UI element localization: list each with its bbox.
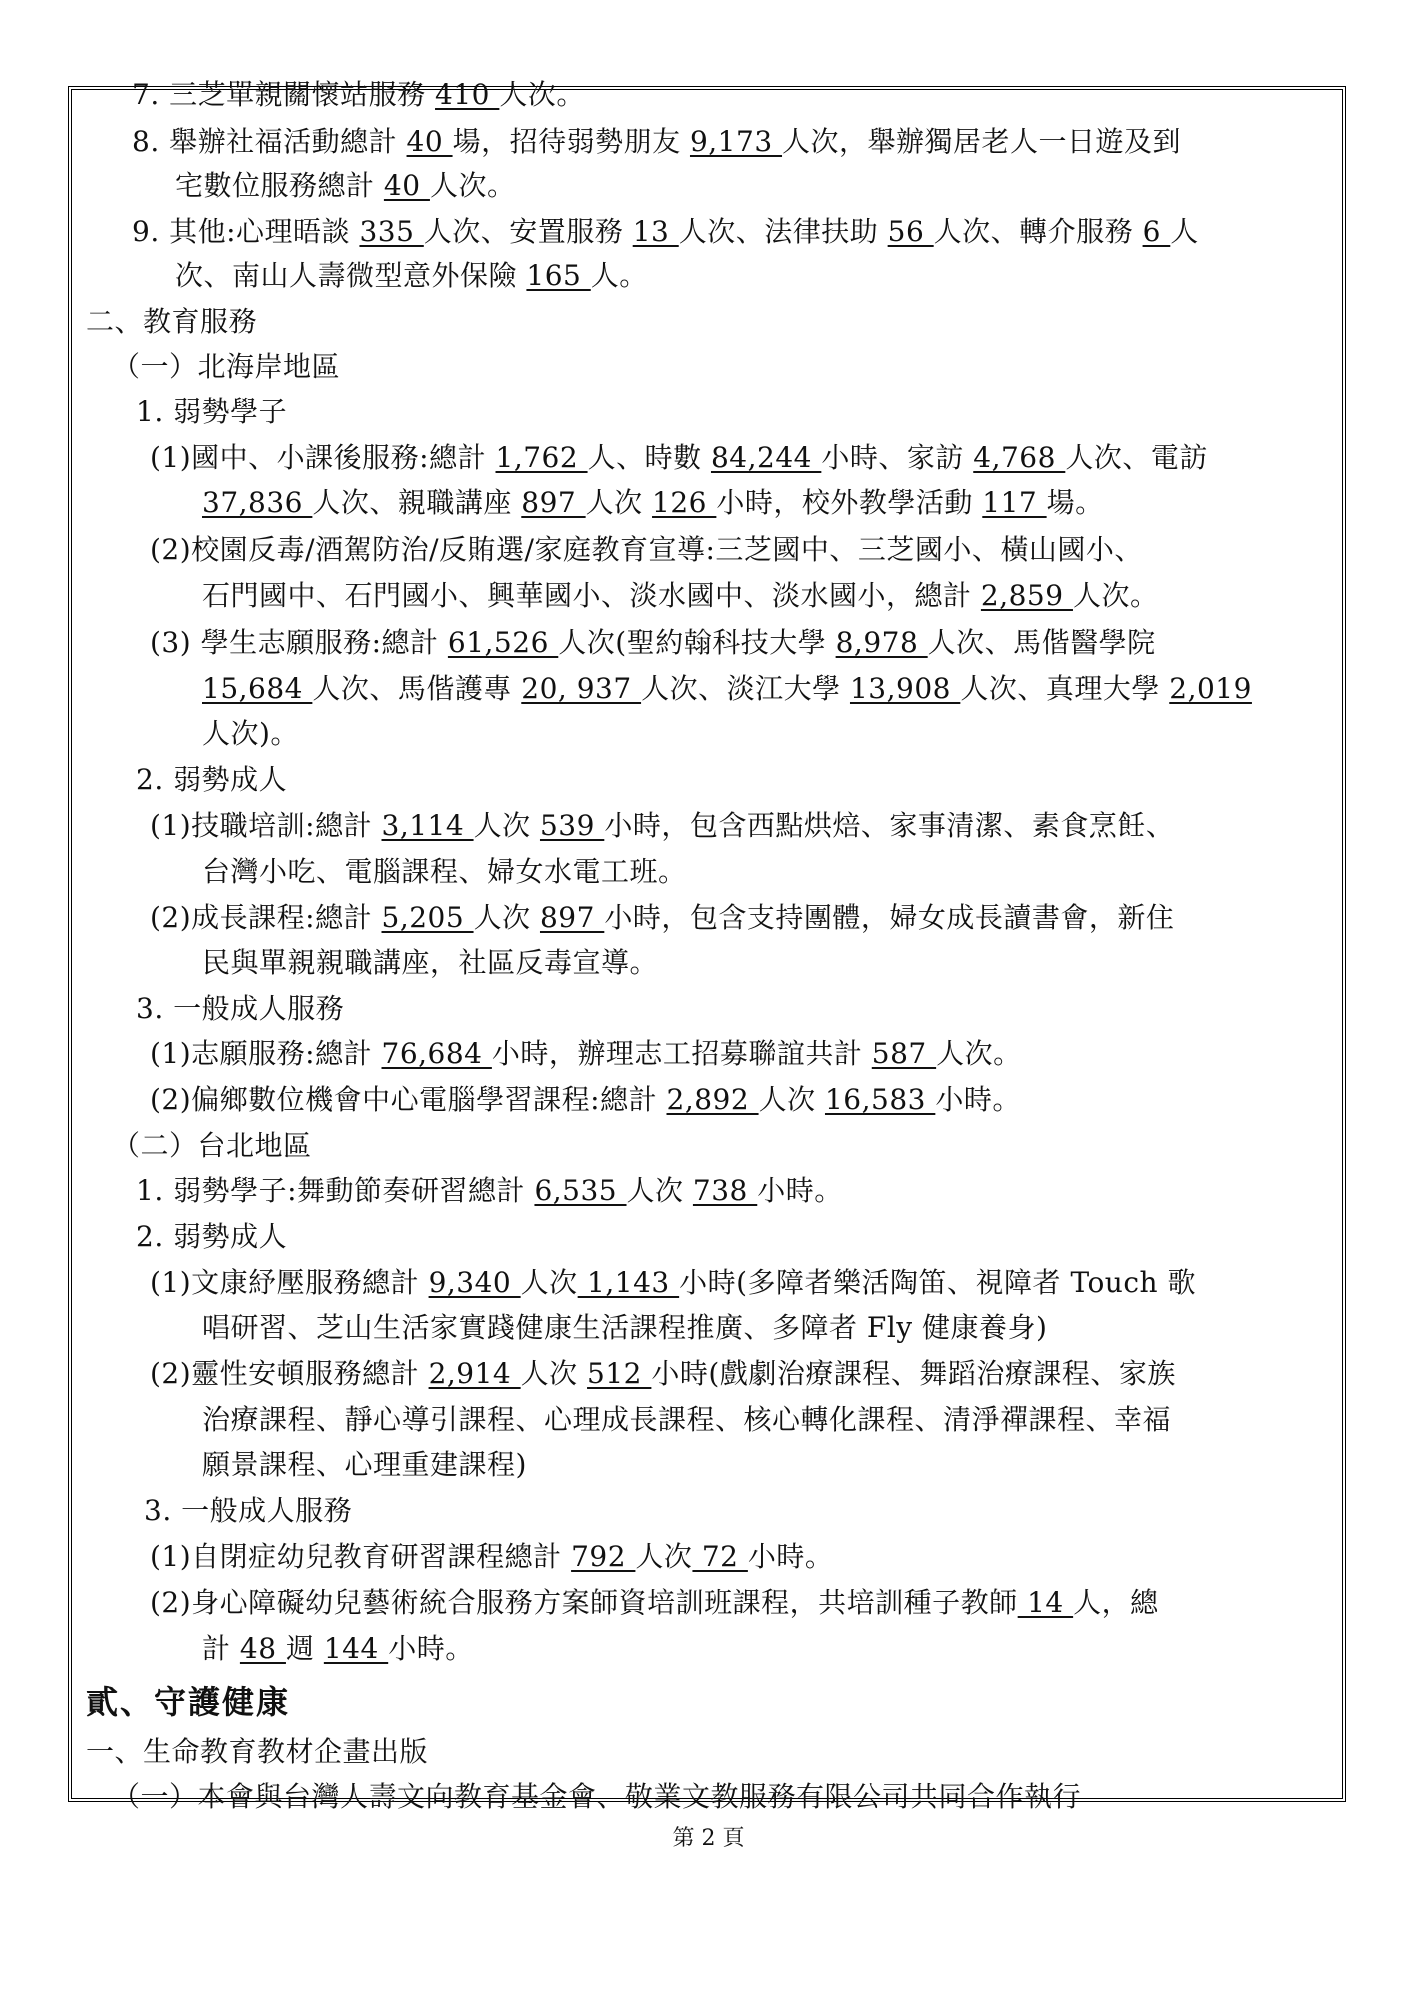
text-line [150,440,1208,476]
text-segment: (1)自閉症幼兒教育研習課程總計 [150,1540,572,1573]
text-line [136,1219,287,1255]
text-segment: 3. 一般成人服務 [136,992,345,1025]
text-segment: 小時(多障者樂活陶笛、視障者 Touch 歌 [679,1266,1196,1299]
underlined-figure: 56 [887,215,934,248]
text-segment: (2)身心障礙幼兒藝術統合服務方案師資培訓班課程，共培訓種子教師 [150,1586,1018,1619]
underlined-figure: 16,583 [824,1083,936,1116]
text-line [202,1631,474,1667]
underlined-figure: 61,526 [447,626,559,659]
text-segment: 宅數位服務總計 [175,169,384,202]
text-segment: 7. 三芝單親關懷站服務 [132,78,436,111]
text-line [150,625,1156,661]
underlined-figure: 4,768 [973,441,1066,474]
text-segment: 貳、守護健康 [86,1683,291,1721]
underlined-figure: 2,859 [980,579,1073,612]
text-segment: 小時。 [388,1632,474,1665]
text-line [150,1082,1021,1118]
underlined-figure: 126 [652,486,717,519]
text-segment: 人次。 [1072,579,1159,612]
text-segment: 石門國中、石門國小、興華國小、淡水國中、淡水國小，總計 [202,579,981,612]
text-segment: 人，總 [1073,1586,1159,1619]
text-line [86,304,257,340]
text-segment: 1. 弱勢學子:舞動節奏研習總計 [136,1174,535,1207]
text-segment: 人次 [520,1357,588,1390]
text-segment: 治療課程、靜心導引課程、心理成長課程、核心轉化課程、清淨禪課程、幸福 [202,1403,1172,1436]
underlined-figure: 15,684 [202,672,313,705]
text-line [86,1734,428,1770]
text-line [112,1128,312,1164]
text-segment: (1)國中、小課後服務:總計 [150,441,496,474]
text-line [144,1493,352,1529]
text-segment: 小時(戲劇治療課程、舞蹈治療課程、家族 [651,1357,1176,1390]
text-segment: 人次，舉辦獨居老人一日遊及到 [782,125,1182,158]
page-number: 第 2 頁 [672,1826,745,1851]
underlined-figure: 897 [521,486,586,519]
text-segment: 8. 舉辦社福活動總計 [132,125,407,158]
text-segment: 台灣小吃、電腦課程、婦女水電工班。 [202,855,687,888]
text-segment: 人次、法律扶助 [678,215,888,248]
underlined-figure: 13 [632,215,679,248]
underlined-figure: 9,340 [428,1266,521,1299]
underlined-figure: 144 [323,1632,389,1665]
text-line [136,1173,843,1209]
text-segment: 願景課程、心理重建課程) [202,1448,527,1481]
text-segment: 場，招待弱勢朋友 [452,125,690,158]
text-line [150,1265,1196,1301]
text-line [132,124,1181,160]
text-segment: 人次 [473,809,540,842]
underlined-figure: 539 [539,809,605,842]
underlined-figure: 76,684 [381,1037,492,1070]
text-segment: 人次、轉介服務 [933,215,1143,248]
text-segment: 人次(聖約翰科技大學 [558,626,836,659]
underlined-figure: 335 [359,215,424,248]
underlined-figure: 117 [982,486,1047,519]
text-segment: 人次、淡江大學 [641,672,850,705]
text-line [150,532,1143,568]
text-line [202,716,299,752]
text-line [150,1356,1176,1392]
text-segment: 人次。 [499,78,585,111]
text-segment: 人次、電訪 [1065,441,1208,474]
underlined-figure: 587 [871,1037,937,1070]
text-line [132,214,1199,250]
text-segment: 小時，包含支持團體，婦女成長讀書會，新住 [604,901,1175,934]
underlined-figure: 1,143 [577,1266,680,1299]
text-line [202,485,1104,521]
text-line [202,945,658,981]
text-line [112,349,340,385]
text-line [150,1036,1022,1072]
text-line [202,1402,1171,1438]
text-segment: 人次、真理大學 [960,672,1170,705]
underlined-figure: 13,908 [849,672,961,705]
text-segment: (1)文康紓壓服務總計 [150,1266,429,1299]
text-segment: 人次、馬偕醫學院 [927,626,1156,659]
text-line [136,762,287,798]
text-segment: (1)技職培訓:總計 [150,809,382,842]
text-segment: 人次)。 [202,717,299,750]
text-segment: 民與單親親職講座，社區反毒宣導。 [202,946,659,979]
text-segment: (2)校園反毒/酒駕防治/反賄選/家庭教育宣導:三芝國中、三芝國小、橫山國小、 [150,533,1143,566]
underlined-figure: 37,836 [202,486,313,519]
underlined-figure: 5,205 [381,901,474,934]
underlined-figure: 6,535 [534,1174,627,1207]
text-segment: 次、南山人壽微型意外保險 [175,259,527,292]
text-segment: 小時，校外教學活動 [716,486,983,519]
text-segment: 小時。 [935,1083,1021,1116]
text-line [136,991,344,1027]
text-segment: (1)志願服務:總計 [150,1037,382,1070]
text-segment: （二）台北地區 [112,1129,312,1162]
underlined-figure: 14 [1017,1586,1074,1619]
text-segment: 人、時數 [587,441,711,474]
text-line [175,168,515,204]
text-segment: （一）本會與台灣人壽文向教育基金會、敬業文教服務有限公司共同合作執行 [112,1780,1082,1813]
underlined-figure: 897 [539,901,605,934]
underlined-figure: 512 [587,1357,652,1390]
text-line [202,1447,527,1483]
text-segment: 1. 弱勢學子 [136,395,288,428]
underlined-figure: 2,914 [428,1357,521,1390]
underlined-figure: 2,892 [666,1083,759,1116]
underlined-figure: 40 [383,169,430,202]
underlined-figure: 48 [239,1632,286,1665]
text-segment: 計 [202,1632,240,1665]
section-heading [86,1684,290,1720]
text-line [150,900,1174,936]
text-segment: 人次 [635,1540,693,1573]
text-segment: (2)靈性安頓服務總計 [150,1357,429,1390]
text-segment: 人次 [473,901,540,934]
text-segment: 一、生命教育教材企畫出版 [86,1735,429,1768]
underlined-figure: 40 [406,125,453,158]
text-line [150,1585,1159,1621]
text-segment: 場。 [1046,486,1104,519]
text-line [202,671,1252,707]
text-segment: (3) 學生志願服務:總計 [150,626,448,659]
text-segment: 9. 其他:心理晤談 [132,215,360,248]
underlined-figure: 6 [1142,215,1171,248]
text-line [150,1539,833,1575]
text-segment: (2)偏鄉數位機會中心電腦學習課程:總計 [150,1083,667,1116]
underlined-figure: 165 [526,259,591,292]
underlined-figure: 410 [435,78,500,111]
text-segment: （一）北海岸地區 [112,350,341,383]
text-segment: 人次。 [936,1037,1022,1070]
text-segment: 2. 弱勢成人 [136,763,288,796]
underlined-figure: 72 [692,1540,748,1573]
text-segment: 3. 一般成人服務 [144,1494,353,1527]
underlined-figure: 3,114 [381,809,474,842]
text-line [202,854,687,890]
text-segment: 小時，包含西點烘焙、家事清潔、素食烹飪、 [604,809,1175,842]
text-segment: 小時，辦理志工招募聯誼共計 [491,1037,872,1070]
text-line [150,808,1174,844]
underlined-figure: 2,019 [1169,672,1252,705]
text-line [175,258,648,294]
text-segment: 人次 [758,1083,825,1116]
underlined-figure: 84,244 [710,441,822,474]
text-segment: 小時、家訪 [821,441,974,474]
text-segment: 人 [1170,215,1199,248]
text-line [132,77,585,113]
text-segment: 2. 弱勢成人 [136,1220,288,1253]
text-segment: 小時。 [757,1174,843,1207]
underlined-figure: 1,762 [495,441,588,474]
text-segment: 小時。 [747,1540,834,1573]
text-segment: 週 [285,1632,324,1665]
text-segment: 人次 [520,1266,578,1299]
text-segment: 人次、親職講座 [312,486,522,519]
text-line [112,1779,1081,1815]
underlined-figure: 9,173 [689,125,783,158]
text-segment: (2)成長課程:總計 [150,901,382,934]
underlined-figure: 20, 937 [521,672,642,705]
text-line [202,1310,1047,1346]
text-segment: 人次、馬偕護專 [312,672,522,705]
underlined-figure: 792 [571,1540,636,1573]
text-segment: 人次、安置服務 [423,215,633,248]
text-segment: 人次 [585,486,653,519]
text-segment: 人次。 [429,169,516,202]
text-segment: 二、教育服務 [86,305,258,338]
text-segment: 人次 [626,1174,693,1207]
underlined-figure: 8,978 [835,626,928,659]
underlined-figure: 738 [692,1174,758,1207]
text-line [136,394,287,430]
text-segment: 人。 [590,259,648,292]
text-line [202,578,1158,614]
text-segment: 唱研習、芝山生活家實踐健康生活課程推廣、多障者 Fly 健康養身) [202,1311,1048,1344]
